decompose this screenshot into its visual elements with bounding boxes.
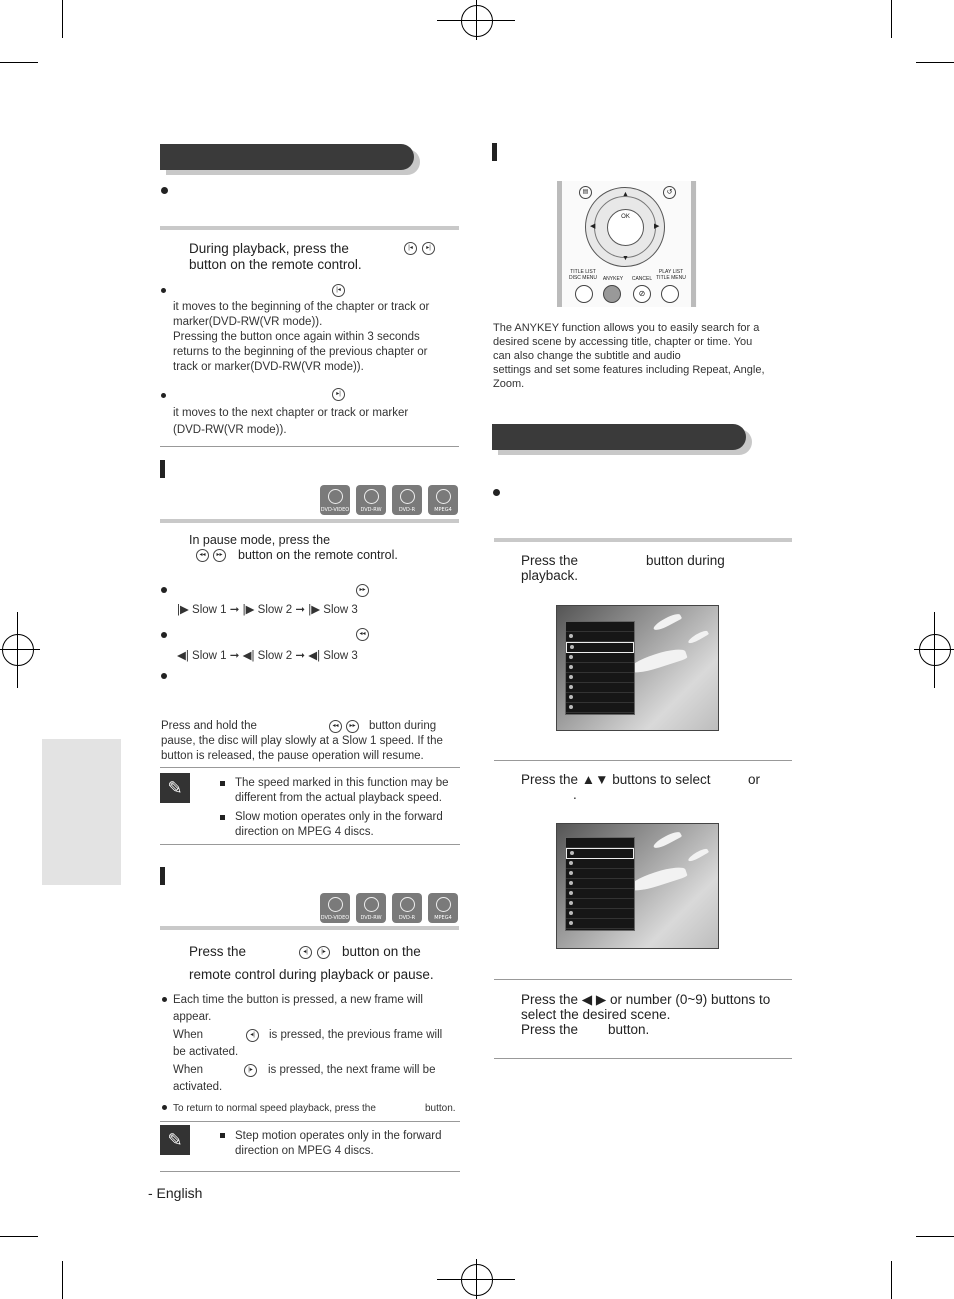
- menu-selected-row: [566, 848, 634, 859]
- seagull-image: [626, 645, 687, 677]
- note-text: Slow motion operates only in the forward: [235, 811, 443, 823]
- crop-mark: [17, 612, 18, 688]
- divider: [160, 446, 459, 447]
- skip-bullet-line: marker(DVD-RW(VR mode)).: [173, 316, 323, 328]
- bullet: [161, 673, 167, 679]
- navigation-ring: [585, 187, 665, 267]
- reverse-play-icon: ◀|: [177, 650, 189, 662]
- skip-step-text: button on the remote control.: [189, 257, 362, 272]
- cancel-icon: ⊘: [633, 285, 651, 303]
- intro-text: can also change the subtitle and audio: [493, 350, 681, 362]
- play-icon: |▶: [308, 604, 321, 616]
- step-step-text: button on the: [342, 944, 421, 959]
- rewind-icon: ◂◂: [196, 549, 209, 562]
- dvd-rw-icon: DVD-RW: [356, 893, 386, 923]
- registration-mark: [461, 1264, 493, 1296]
- step-bullet-line: be activated.: [173, 1046, 239, 1058]
- anykey-step-1: Press the: [521, 553, 579, 568]
- seagull-image: [652, 829, 682, 850]
- skip-bullet-line: Pressing the button once again within 3 seconds: [173, 331, 420, 343]
- divider: [160, 519, 459, 523]
- anykey-step-1: playback.: [521, 568, 579, 583]
- seagull-image: [687, 629, 709, 645]
- subsection-mark-step: [160, 867, 165, 885]
- anykey-step-3: select the desired scene.: [521, 1007, 671, 1022]
- slow-reverse-sequence: ◀| Slow 1 ➞ ◀| Slow 2 ➞ ◀| Slow 3: [177, 650, 358, 662]
- dvd-rw-icon: DVD-RW: [356, 485, 386, 515]
- divider: [160, 926, 459, 930]
- step-bullet-line: is pressed, the previous frame will: [269, 1029, 443, 1041]
- bullet: [493, 489, 500, 496]
- osd-screenshot-2: [556, 823, 719, 949]
- divider: [160, 1171, 460, 1172]
- step-bullet-line: When: [173, 1064, 204, 1076]
- intro-text: desired scene by accessing title, chapter or time. You: [493, 336, 753, 348]
- divider: [160, 226, 459, 230]
- page-footer: - English: [148, 1185, 203, 1201]
- crop-mark: [476, 1259, 477, 1299]
- arrow-right-icon: ➞: [229, 650, 240, 662]
- reverse-play-icon: ◀|: [308, 650, 321, 662]
- title-list-button: [575, 285, 593, 303]
- remote-label: CANCEL: [631, 276, 653, 282]
- anykey-step-1: button during: [646, 553, 725, 568]
- note-text: direction on MPEG 4 discs.: [235, 1145, 374, 1157]
- disc-icons: [320, 485, 458, 515]
- skip-bullet-line: it moves to the beginning of the chapter or track or: [173, 301, 430, 313]
- anykey-step-2: or: [748, 772, 761, 787]
- crop-mark: [0, 62, 38, 63]
- crop-mark: [916, 1236, 954, 1237]
- seagull-image: [687, 847, 709, 863]
- skip-bullet-line: returns to the beginning of the previous chapter or: [173, 346, 428, 358]
- side-tab: [42, 739, 121, 885]
- skip-next-icon: ▸|: [332, 388, 345, 401]
- anykey-step-2: .: [573, 787, 577, 802]
- divider: [494, 1058, 792, 1059]
- play-list-button: [661, 285, 679, 303]
- divider: [160, 844, 460, 845]
- crop-mark: [934, 612, 935, 688]
- registration-mark: [2, 634, 34, 666]
- return-icon: ↺: [663, 186, 676, 199]
- osd-screenshot-1: [556, 605, 719, 731]
- bullet: [161, 187, 168, 194]
- anykey-step-3: Press the: [521, 1022, 579, 1037]
- anykey-button: [603, 285, 621, 303]
- dvd-r-icon: DVD-R: [392, 485, 422, 515]
- menu-icon: ▤: [579, 186, 592, 199]
- slow-step-text: In pause mode, press the: [189, 533, 331, 547]
- crop-mark: [891, 1261, 892, 1299]
- divider: [160, 767, 460, 768]
- note-text: direction on MPEG 4 discs.: [235, 826, 374, 838]
- skip-bullet-line: (DVD-RW(VR mode)).: [173, 424, 287, 436]
- disc-icons: [320, 893, 458, 923]
- section-bar-anykey: [492, 424, 746, 450]
- bullet: [162, 997, 167, 1002]
- crop-mark: [62, 1261, 63, 1299]
- subsection-mark-anykey: [492, 143, 497, 161]
- mpeg4-icon: MPEG4: [428, 893, 458, 923]
- arrow-right-icon: ➞: [295, 650, 306, 662]
- section-bar-skip: [160, 144, 414, 170]
- anykey-step-3: Press the ◀ ▶ or number (0~9) buttons to: [521, 992, 771, 1007]
- divider: [494, 979, 792, 980]
- step-back-icon: ◂|: [246, 1029, 259, 1042]
- anykey-step-3: button.: [608, 1022, 650, 1037]
- bullet: [161, 393, 166, 398]
- anykey-step-2: Press the ▲▼ buttons to select: [521, 772, 711, 787]
- arrow-down-icon: ▼: [622, 255, 629, 262]
- step-back-icon: ◂|: [299, 946, 312, 959]
- remote-label: ANYKEY: [602, 276, 624, 282]
- seagull-image: [626, 863, 687, 895]
- bullet: [161, 587, 167, 593]
- fast-forward-icon: ▸▸: [213, 549, 226, 562]
- crop-mark: [0, 1236, 38, 1237]
- arrow-left-icon: ◀: [590, 223, 596, 230]
- dvd-video-icon: DVD-VIDEO: [320, 485, 350, 515]
- skip-next-icon: ▸|: [422, 242, 435, 255]
- intro-text: settings and set some features including Repeat, Angle,: [493, 364, 765, 376]
- step-bullet-line: button.: [425, 1103, 456, 1114]
- note-bullet: [220, 815, 225, 820]
- note-pencil-icon: ✎: [160, 773, 190, 803]
- note-bullet: [220, 781, 225, 786]
- fast-forward-icon: ▸▸: [356, 584, 369, 597]
- slow-para-text: Press and hold the: [161, 720, 257, 732]
- skip-bullet-line: track or marker(DVD-RW(VR mode)).: [173, 361, 364, 373]
- note-text: Step motion operates only in the forward: [235, 1130, 442, 1142]
- step-bullet-line: Each time the button is pressed, a new frame will: [173, 994, 423, 1006]
- bullet: [161, 632, 167, 638]
- play-icon: |▶: [242, 604, 255, 616]
- skip-bullet-line: it moves to the next chapter or track or marker: [173, 407, 409, 419]
- slow-forward-sequence: |▶ Slow 1 ➞ |▶ Slow 2 ➞ |▶ Slow 3: [177, 604, 358, 616]
- divider: [494, 538, 792, 542]
- rewind-icon: ◂◂: [356, 628, 369, 641]
- step-step-text: Press the: [189, 944, 247, 959]
- dvd-r-icon: DVD-R: [392, 893, 422, 923]
- ok-button: OK: [607, 209, 644, 246]
- registration-mark: [461, 5, 493, 37]
- anykey-menu: [565, 621, 635, 715]
- mpeg4-icon: MPEG4: [428, 485, 458, 515]
- crop-mark: [916, 62, 954, 63]
- rewind-icon: ◂◂: [329, 720, 342, 733]
- note-text: different from the actual playback speed.: [235, 792, 442, 804]
- step-bullet-line: activated.: [173, 1081, 223, 1093]
- reverse-play-icon: ◀|: [242, 650, 255, 662]
- arrow-right-icon: ➞: [229, 604, 240, 616]
- remote-label: TITLE LIST DISC MENU: [568, 269, 598, 281]
- menu-selected-row: [566, 642, 634, 653]
- intro-text: The ANYKEY function allows you to easily search for a: [493, 322, 760, 334]
- skip-prev-icon: |◂: [332, 284, 345, 297]
- crop-mark: [0, 649, 40, 650]
- remote-label: PLAY LIST TITLE MENU: [656, 269, 686, 281]
- subsection-mark-slow: [160, 460, 165, 478]
- divider: [494, 760, 792, 761]
- slow-para-text: button is released, the pause operation will resume.: [161, 750, 424, 762]
- arrow-up-icon: ▲: [622, 191, 629, 198]
- intro-text: Zoom.: [493, 378, 525, 390]
- slow-step-text: button on the remote control.: [238, 548, 398, 562]
- step-bullet-line: appear.: [173, 1011, 212, 1023]
- step-step-text: remote control during playback or pause.: [189, 967, 434, 982]
- step-bullet-line: To return to normal speed playback, press the: [173, 1103, 376, 1114]
- step-forward-icon: |▸: [317, 946, 330, 959]
- arrow-right-icon: ▶: [654, 223, 660, 230]
- step-bullet-line: is pressed, the next frame will be: [268, 1064, 436, 1076]
- arrow-right-icon: ➞: [295, 604, 306, 616]
- divider: [160, 1121, 460, 1122]
- crop-mark: [476, 0, 477, 40]
- note-pencil-icon: ✎: [160, 1125, 190, 1155]
- note-text: The speed marked in this function may be: [235, 777, 449, 789]
- dvd-video-icon: DVD-VIDEO: [320, 893, 350, 923]
- step-bullet-line: When: [173, 1029, 204, 1041]
- bullet: [162, 1105, 167, 1110]
- skip-step-text: During playback, press the: [189, 241, 349, 256]
- play-icon: |▶: [177, 604, 189, 616]
- bullet: [161, 288, 166, 293]
- anykey-menu: [565, 837, 635, 931]
- crop-mark: [891, 0, 892, 38]
- skip-prev-icon: |◂: [404, 242, 417, 255]
- registration-mark: [919, 634, 951, 666]
- step-forward-icon: |▸: [244, 1064, 257, 1077]
- seagull-image: [652, 611, 682, 632]
- remote-control-illustration: [557, 181, 697, 307]
- note-bullet: [220, 1133, 225, 1138]
- slow-para-text: button during: [369, 720, 437, 732]
- fast-forward-icon: ▸▸: [346, 720, 359, 733]
- slow-para-text: pause, the disc will play slowly at a Slow 1 speed. If the: [161, 735, 443, 747]
- crop-mark: [62, 0, 63, 38]
